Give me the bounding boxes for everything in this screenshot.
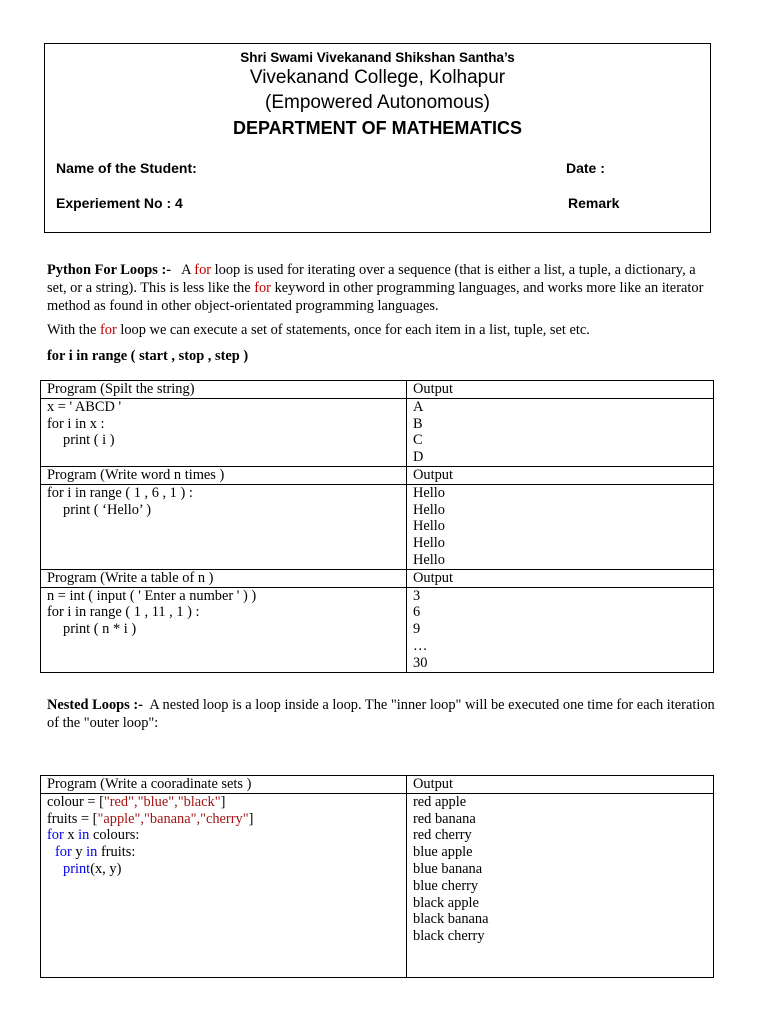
string-literals: "red","blue","black" bbox=[103, 793, 221, 810]
keyword-for: for bbox=[254, 280, 271, 296]
program-header: Program (Spilt the string) bbox=[41, 381, 407, 399]
for-loop-intro bbox=[47, 261, 715, 315]
code-line: print ( n * i ) bbox=[63, 621, 137, 638]
student-name-label: Name of the Student: bbox=[56, 160, 197, 176]
college-status: (Empowered Autonomous) bbox=[265, 92, 490, 113]
code-line: n = int ( input ( ' Enter a number ' ) ) bbox=[47, 587, 257, 604]
intro-text-3: keyword in other programming languages, and works more like an iterator method as found in other object-orientated programming languages. bbox=[47, 280, 704, 314]
output-line: Hello bbox=[413, 551, 445, 568]
output-line: C bbox=[413, 432, 423, 449]
output-header: Output bbox=[407, 776, 714, 794]
code-line bbox=[47, 861, 406, 878]
table-row bbox=[41, 587, 714, 672]
program-code bbox=[41, 484, 407, 569]
output-line: … bbox=[413, 637, 428, 654]
code-line: for i in range ( 1 , 6 , 1 ) : bbox=[47, 484, 193, 501]
output-header: Output bbox=[407, 381, 714, 399]
code-line bbox=[47, 811, 406, 828]
remark-label: Remark bbox=[568, 195, 620, 211]
nested-loops-text: A nested loop is a loop inside a loop. The "inner loop" will be executed one time for each iteration of the "outer loop": bbox=[47, 697, 715, 731]
code-line bbox=[47, 827, 406, 844]
range-syntax: for i in range ( start , stop , step ) bbox=[47, 348, 249, 364]
output-line: blue apple bbox=[413, 844, 473, 861]
header-box bbox=[44, 43, 711, 233]
table-row bbox=[41, 466, 714, 484]
code-text: fruits = [ bbox=[47, 810, 98, 827]
for-loops-heading: Python For Loops :- bbox=[47, 262, 172, 278]
output-line: D bbox=[413, 449, 424, 466]
table-row bbox=[41, 569, 714, 587]
program-header: Program (Write a table of n ) bbox=[41, 569, 407, 587]
output-line: blue cherry bbox=[413, 877, 479, 894]
output-line: blue banana bbox=[413, 860, 483, 877]
output-line: B bbox=[413, 415, 423, 432]
keyword-in: in bbox=[78, 827, 90, 844]
output-line: A bbox=[413, 398, 424, 415]
program-output bbox=[407, 398, 714, 466]
code-text: colours: bbox=[89, 827, 140, 844]
output-line: red banana bbox=[413, 810, 476, 827]
department-name: DEPARTMENT OF MATHEMATICS bbox=[233, 118, 522, 138]
code-line: print ( i ) bbox=[63, 432, 115, 449]
output-line: red apple bbox=[413, 793, 467, 810]
for-loop-usage bbox=[47, 321, 715, 339]
table-row bbox=[41, 793, 714, 977]
code-text: y bbox=[71, 844, 87, 861]
program-code bbox=[41, 398, 407, 466]
output-line: Hello bbox=[413, 484, 445, 501]
output-line: Hello bbox=[413, 501, 445, 518]
code-text: ] bbox=[248, 810, 254, 827]
output-line: Hello bbox=[413, 535, 445, 552]
program-header: Program (Write word n times ) bbox=[41, 466, 407, 484]
programs-table bbox=[40, 380, 714, 673]
intro-text-2: loop is used for iterating over a sequence (that is either a list, a tuple, a dictionary, a set, or a string). This is less like the bbox=[47, 262, 696, 296]
intro-text-1: A bbox=[181, 262, 195, 278]
code-text: colour = [ bbox=[47, 793, 104, 810]
keyword-for: for bbox=[99, 322, 117, 338]
date-label: Date : bbox=[566, 160, 605, 176]
code-text: fruits: bbox=[97, 844, 136, 861]
code-line: print ( ‘Hello’ ) bbox=[63, 501, 152, 518]
usage-text-1: With the bbox=[47, 322, 100, 338]
nested-loop-table bbox=[40, 775, 714, 978]
output-line: red cherry bbox=[413, 827, 472, 844]
output-line: 6 bbox=[413, 604, 421, 621]
table-row bbox=[41, 776, 714, 794]
keyword-for: for bbox=[47, 827, 64, 844]
keyword-print: print bbox=[63, 860, 91, 877]
society-name: Shri Swami Vivekanand Shikshan Santha’s bbox=[240, 50, 515, 65]
college-name: Vivekanand College, Kolhapur bbox=[249, 67, 506, 88]
output-line: black banana bbox=[413, 911, 489, 928]
code-line: for i in x : bbox=[47, 415, 105, 432]
program-output bbox=[407, 484, 714, 569]
experiment-number-label: Experiement No : 4 bbox=[56, 195, 183, 211]
output-line: 9 bbox=[413, 621, 421, 638]
string-literals: "apple","banana","cherry" bbox=[97, 810, 249, 827]
program-code bbox=[41, 587, 407, 672]
output-header: Output bbox=[407, 569, 714, 587]
table-row bbox=[41, 381, 714, 399]
output-header: Output bbox=[407, 466, 714, 484]
code-line: for i in range ( 1 , 11 , 1 ) : bbox=[47, 604, 200, 621]
code-line: x = ' ABCD ' bbox=[47, 398, 122, 415]
keyword-for: for bbox=[194, 262, 212, 278]
usage-text-2: loop we can execute a set of statements, once for each item in a list, tuple, set etc. bbox=[116, 322, 590, 338]
output-line: Hello bbox=[413, 518, 445, 535]
output-line: black apple bbox=[413, 894, 479, 911]
output-line: 3 bbox=[413, 587, 421, 604]
program-output bbox=[407, 793, 714, 977]
table-row bbox=[41, 484, 714, 569]
keyword-for: for bbox=[55, 844, 72, 861]
code-line bbox=[47, 794, 406, 811]
keyword-in: in bbox=[86, 844, 98, 861]
code-text: (x, y) bbox=[90, 860, 122, 877]
code-line bbox=[47, 844, 406, 861]
code-text: ] bbox=[220, 793, 226, 810]
nested-loops-heading: Nested Loops :- bbox=[47, 697, 143, 713]
table-row bbox=[41, 398, 714, 466]
output-line: black cherry bbox=[413, 928, 485, 945]
program-code bbox=[41, 793, 407, 977]
program-output bbox=[407, 587, 714, 672]
nested-loops-intro bbox=[47, 696, 715, 732]
program-header: Program (Write a cooradinate sets ) bbox=[41, 776, 407, 794]
output-line: 30 bbox=[413, 654, 428, 671]
code-text: x bbox=[63, 827, 79, 844]
